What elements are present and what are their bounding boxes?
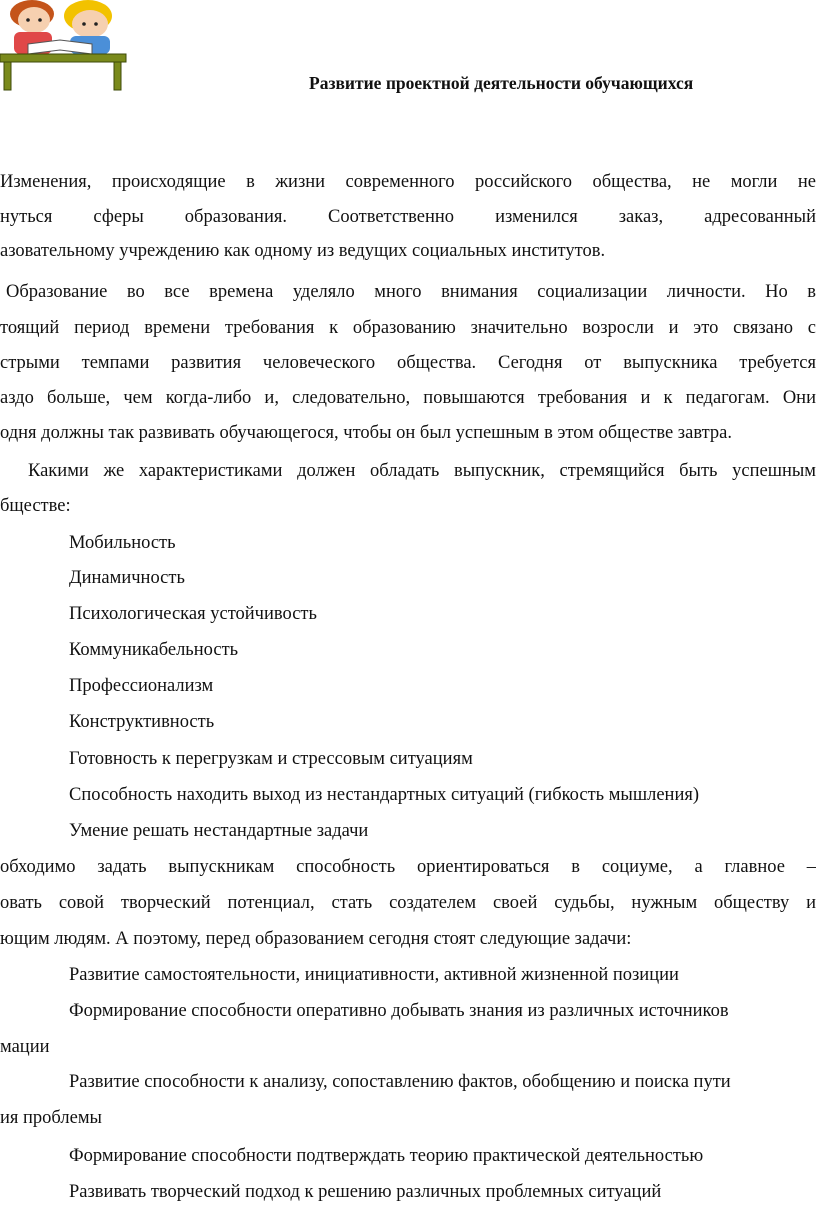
paragraph-4-line-1: обходимо задать выпускникам способность ориентироваться в социуме, а главное – (0, 857, 816, 877)
paragraph-1-line-3: азовательному учреждению как одному из ведущих социальных институтов. (0, 241, 606, 261)
paragraph-1-line-2: нуться сферы образования. Соответственно изменился заказ, адресованный (0, 207, 816, 227)
paragraph-2-line-2: тоящий период времени требования к образованию значительно возросли и это связано с (0, 318, 816, 338)
trait-item: Конструктивность (69, 712, 215, 732)
trait-item: Динамичность (69, 568, 185, 588)
paragraph-2-line-3: стрыми темпами развития человеческого общества. Сегодня от выпускника требуется (0, 353, 816, 373)
paragraph-2-line-4: аздо больше, чем когда-либо и, следовательно, повышаются требования и к педагогам. Они (0, 388, 816, 408)
paragraph-2-line-1: Образование во все времена уделяло много внимания социализации личности. Но в (6, 282, 816, 302)
task-item: Развивать творческий подход к решению различных проблемных ситуаций (69, 1182, 662, 1202)
paragraph-3-line-1: Какими же характеристиками должен обладать выпускник, стремящийся быть успешным (28, 461, 816, 481)
task-item-continuation: мации (0, 1037, 50, 1057)
task-item: Развитие самостоятельности, инициативности, активной жизненной позиции (69, 965, 679, 985)
task-item: Развитие способности к анализу, сопоставлению фактов, обобщению и поиска пути (69, 1072, 731, 1092)
trait-item: Способность находить выход из нестандартных ситуаций (гибкость мышления) (69, 785, 700, 805)
paragraph-1-line-1: Изменения, происходящие в жизни современного российского общества, не могли не (0, 172, 816, 192)
paragraph-2-line-5: одня должны так развивать обучающегося, чтобы он был успешным в этом обществе завтра. (0, 423, 732, 443)
page-title: Развитие проектной деятельности обучающихся (309, 73, 694, 93)
task-item: Формирование способности оперативно добывать знания из различных источников (69, 1001, 729, 1021)
trait-item: Умение решать нестандартные задачи (69, 821, 369, 841)
task-item: Формирование способности подтверждать теорию практической деятельностью (69, 1146, 704, 1166)
paragraph-4-line-2: овать совой творческий потенциал, стать создателем своей судьбы, нужным обществу и (0, 893, 816, 913)
trait-item: Психологическая устойчивость (69, 604, 317, 624)
trait-item: Мобильность (69, 533, 176, 553)
paragraph-3-line-2: бществе: (0, 496, 71, 516)
trait-item: Коммуникабельность (69, 640, 239, 660)
task-item-continuation: ия проблемы (0, 1108, 102, 1128)
children-reading-icon (0, 0, 130, 92)
trait-item: Профессионализм (69, 676, 214, 696)
paragraph-4-line-3: ющим людям. А поэтому, перед образованием сегодня стоят следующие задачи: (0, 929, 632, 949)
trait-item: Готовность к перегрузкам и стрессовым ситуациям (69, 749, 473, 769)
